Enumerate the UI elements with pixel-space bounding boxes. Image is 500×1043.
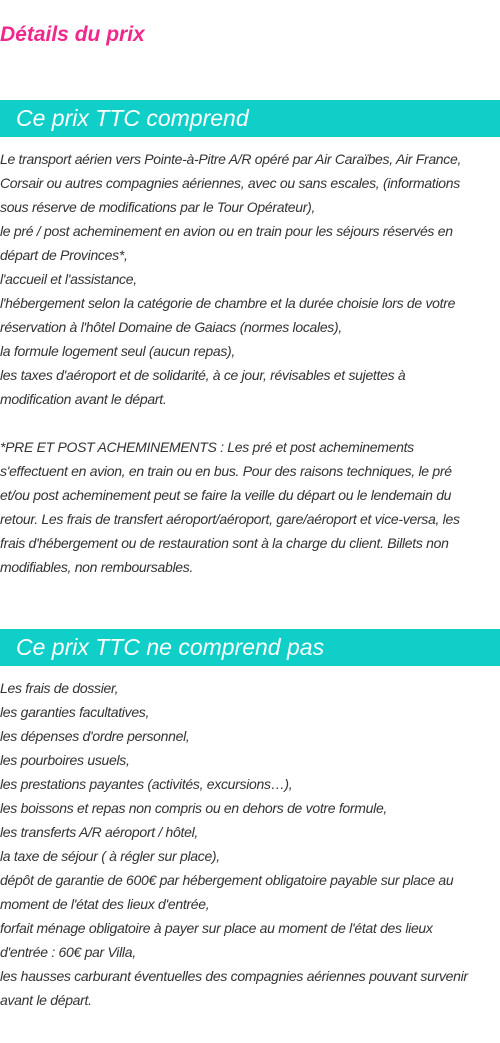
excluded-section-header [0,629,500,666]
acheminement-note-line: s'effectuent en avion, en train ou en bus. Pour des raisons techniques, le pré [0,463,452,479]
excluded-line: Les frais de dossier, [0,680,119,696]
included-line: Corsair ou autres compagnies aériennes, avec ou sans escales, (informations [0,175,460,191]
excluded-line: les pourboires usuels, [0,752,130,768]
included-line: modification avant le départ. [0,391,167,407]
excluded-line: dépôt de garantie de 600€ par hébergement obligatoire payable sur place au [0,872,454,888]
excluded-line: les prestations payantes (activités, excursions…), [0,776,293,792]
acheminement-note-line: retour. Les frais de transfert aéroport/aéroport, gare/aéroport et vice-versa, les [0,511,460,527]
included-line: réservation à l'hôtel Domaine de Gaiacs (normes locales), [0,319,342,335]
included-line: la formule logement seul (aucun repas), [0,343,235,359]
excluded-line: moment de l'état des lieux d'entrée, [0,896,210,912]
excluded-line: la taxe de séjour ( à régler sur place), [0,848,220,864]
included-section-title: Ce prix TTC comprend [16,105,249,131]
included-line: départ de Provinces*, [0,247,128,263]
included-line: l'hébergement selon la catégorie de chambre et la durée choisie lors de votre [0,295,456,311]
excluded-line: forfait ménage obligatoire à payer sur place au moment de l'état des lieux [0,920,433,936]
excluded-line: les dépenses d'ordre personnel, [0,728,190,744]
page-title: Détails du prix [0,23,145,46]
excluded-section-body [0,676,500,1012]
included-section-header [0,100,500,137]
included-line: sous réserve de modifications par le Tour Opérateur), [0,199,316,215]
excluded-line: les hausses carburant éventuelles des compagnies aériennes pouvant survenir [0,968,468,984]
excluded-section-title: Ce prix TTC ne comprend pas [16,634,325,660]
paragraph-gap [0,411,500,435]
included-line: l'accueil et l'assistance, [0,271,137,287]
included-line: le pré / post acheminement en avion ou en train pour les séjours réservés en [0,223,453,239]
excluded-line: avant le départ. [0,992,92,1008]
included-line: les taxes d'aéroport et de solidarité, à ce jour, révisables et sujettes à [0,367,406,383]
included-section-body [0,147,500,579]
acheminement-note-line: modifiables, non remboursables. [0,559,194,575]
excluded-line: les garanties facultatives, [0,704,150,720]
acheminement-note-line: *PRE ET POST ACHEMINEMENTS : Les pré et post acheminements [0,439,414,455]
included-line: Le transport aérien vers Pointe-à-Pitre A/R opéré par Air Caraïbes, Air France, [0,151,462,167]
acheminement-note-line: frais d'hébergement ou de restauration sont à la charge du client. Billets non [0,535,449,551]
excluded-line: les boissons et repas non compris ou en dehors de votre formule, [0,800,388,816]
excluded-line: d'entrée : 60€ par Villa, [0,944,136,960]
acheminement-note-line: et/ou post acheminement peut se faire la veille du départ ou le lendemain du [0,487,452,503]
excluded-line: les transferts A/R aéroport / hôtel, [0,824,198,840]
